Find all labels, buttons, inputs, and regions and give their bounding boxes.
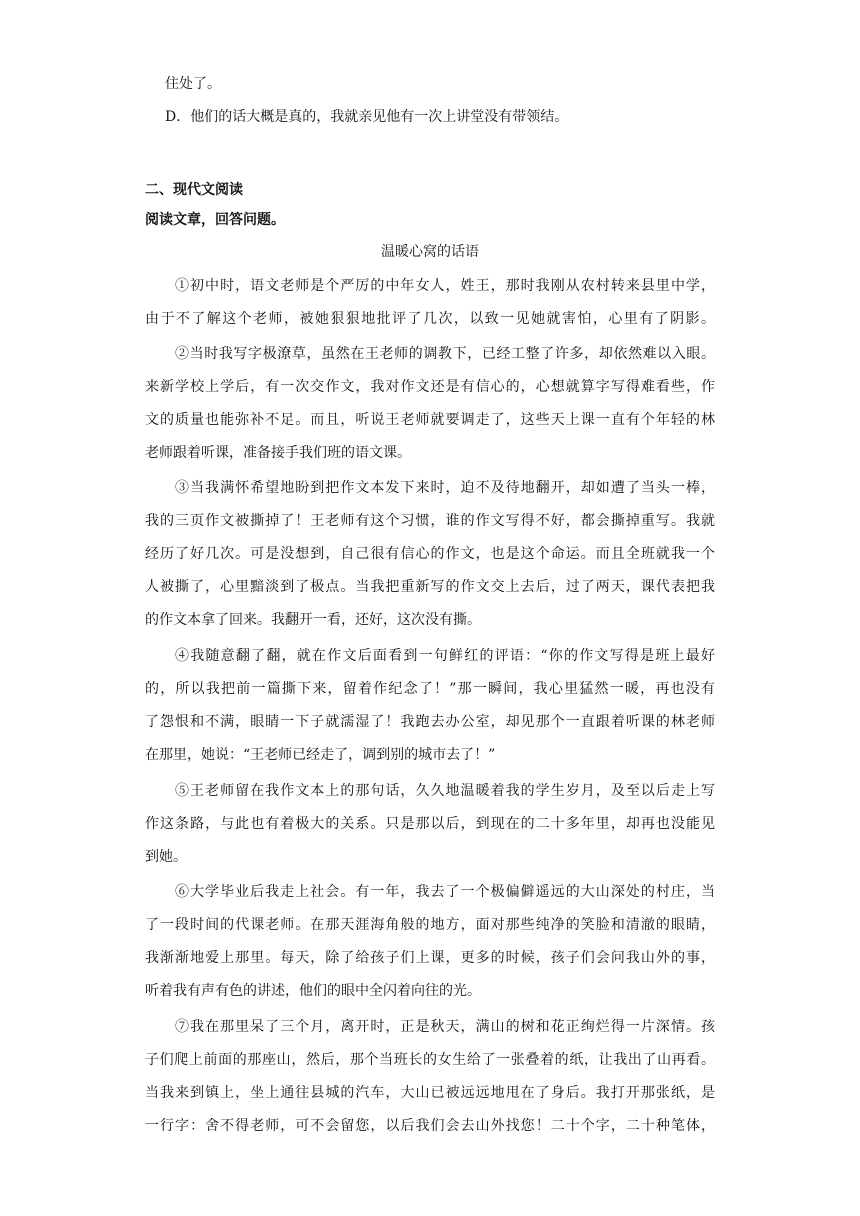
- article-line: 一行字：舍不得老师，可不会留您，以后我们会去山外找您！二十个字，二十种笔体，: [145, 1118, 715, 1134]
- article-line: ①初中时，语文老师是个严厉的中年女人，姓王，那时我刚从农村转来县里中学，: [175, 278, 715, 294]
- article-line: ②当时我写字极潦草，虽然在王老师的调教下，已经工整了许多，却依然难以入眼。: [175, 346, 715, 362]
- article-line: 当我来到镇上，坐上通往县城的汽车，大山已被远远地甩在了身后。我打开那张纸，是: [145, 1085, 715, 1101]
- article-line: 到她。: [145, 849, 187, 865]
- option-c-continuation: 住处了。: [165, 76, 221, 92]
- article-line: 了一段时间的代课老师。在那天涯海角般的地方，面对那些纯净的笑脸和清澈的眼睛，: [145, 917, 715, 933]
- section-heading: 二、现代文阅读: [145, 182, 243, 198]
- article-line: 作这条路，与此也有着极大的关系。只是那以后，到现在的二十多年里，却再也没能见: [145, 816, 715, 832]
- section-instruction: 阅读文章，回答问题。: [145, 212, 285, 228]
- article-line: 我的三页作文被撕掉了！王老师有这个习惯，谁的作文写得不好，都会撕掉重写。我就: [145, 513, 715, 529]
- option-d: D．他们的话大概是真的，我就亲见他有一次上讲堂没有带领结。: [165, 109, 569, 125]
- article-line: ⑤王老师留在我作文本上的那句话，久久地温暖着我的学生岁月，及至以后走上写: [175, 783, 715, 799]
- article-line: ⑦我在那里呆了三个月，离开时，正是秋天，满山的树和花正绚烂得一片深情。孩: [175, 1019, 715, 1035]
- article-line: ⑥大学毕业后我走上社会。有一年，我去了一个极偏僻遥远的大山深处的村庄，当: [175, 884, 715, 900]
- article-line: 经历了好几次。可是没想到，自己很有信心的作文，也是这个命运。而且全班就我一个: [145, 546, 715, 562]
- article-line: 我渐渐地爱上那里。每天，除了给孩子们上课，更多的时候，孩子们会问我山外的事，: [145, 950, 715, 966]
- article-line: 由于不了解这个老师，被她狠狠地批评了几次，以致一见她就害怕，心里有了阴影。: [145, 311, 715, 327]
- article-line: 在那里，她说：“王老师已经走了，调到别的城市去了！”: [145, 747, 496, 763]
- article-line: 的，所以我把前一篇撕下来，留着作纪念了！”那一瞬间，我心里猛然一暖，再也没有: [145, 681, 715, 697]
- article-title: 温暖心窝的话语: [381, 244, 479, 260]
- article-line: 老师跟着听课，准备接手我们班的语文课。: [145, 445, 411, 461]
- article-line: 了怨恨和不满，眼睛一下子就濡湿了！我跑去办公室，却见那个一直跟着听课的林老师: [145, 714, 715, 730]
- article-line: 来新学校上学后，有一次交作文，我对作文还是有信心的，心想就算字写得难看些，作: [145, 379, 715, 395]
- article-line: 子们爬上前面的那座山，然后，那个当班长的女生给了一张叠着的纸，让我出了山再看。: [145, 1052, 715, 1068]
- article-line: 人被撕了，心里黯淡到了极点。当我把重新写的作文交上去后，过了两天，课代表把我: [145, 579, 715, 595]
- article-line: ④我随意翻了翻，就在作文后面看到一句鲜红的评语：“你的作文写得是班上最好: [175, 648, 715, 664]
- article-line: ③当我满怀希望地盼到把作文本发下来时，迫不及待地翻开，却如遭了当头一棒，: [175, 480, 715, 496]
- article-line: 听着我有声有色的讲述，他们的眼中全闪着向往的光。: [145, 983, 481, 999]
- article-line: 文的质量也能弥补不足。而且，听说王老师就要调走了，这些天上课一直有个年轻的林: [145, 412, 715, 428]
- article-line: 的作文本拿了回来。我翻开一看，还好，这次没有撕。: [145, 612, 481, 628]
